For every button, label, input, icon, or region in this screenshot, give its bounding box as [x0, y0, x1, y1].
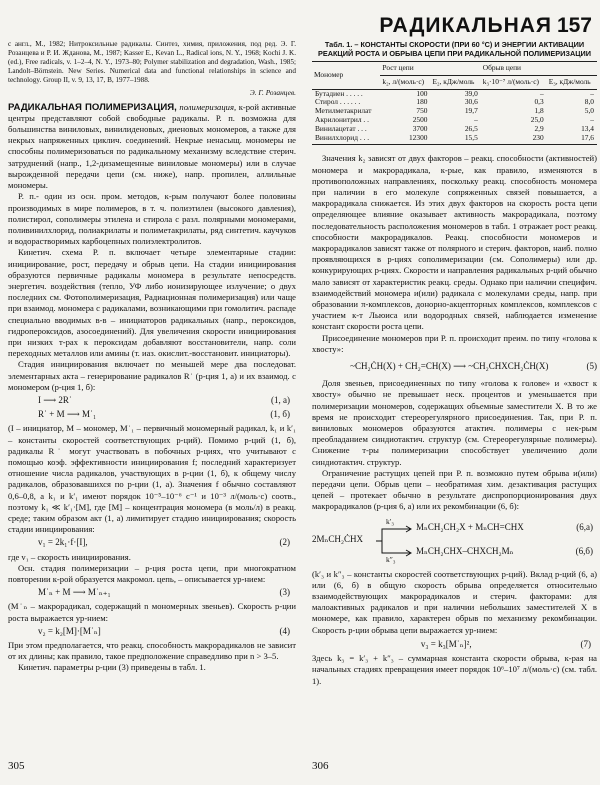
equation-1b	[8, 409, 296, 420]
references: с англ., М., 1982; Нитроксильные радикалы. Синтез, химия, приложения, под ред. Э. Г. Розанцева и Р. И. Жданова, М., 1987; Kasser E., Kevan L., Radical ions, N. Y., 1968; Kochi J. K. (ed.), Free radicals, v. 1–2–4, N. Y., 1973–80; Polymer stabilization and degradation, Wash., 1985; Landolt–Börnstein. New Series. Numerical data and functional relationships in science and technology. Group II, v. 9, 13, 17, B, 1977–1988.	[8, 40, 296, 85]
table-cell-k2: 750	[416, 106, 428, 116]
table-cell-e2: –	[474, 114, 478, 124]
scheme-top-product: MₙCH₂CH₂X + MₙCH=CHX	[416, 521, 524, 532]
entry-headword-rest: полимеризация,	[179, 101, 237, 112]
table-caption: Табл. 1. – КОНСТАНТЫ СКОРОСТИ (ПРИ 60 °С) И ЭНЕРГИИ АКТИВАЦИИ РЕАКЦИЙ РОСТА И ОБРЫВА ЦЕПИ ПРИ РАДИКАЛЬНОЙ ПОЛИМЕРИЗАЦИИ	[317, 40, 592, 58]
table-cell-k3: 1,8	[534, 106, 544, 116]
equation-1b-label: (1, б)	[270, 409, 290, 420]
paragraph-notation: (I – инициатор, M – мономер, M˙₁ – первичный мономерный радикал, k₁ и k′₁ – константы скоростей соответствующих р-ций). Помимо р-ций (1, б), радикалы R˙ могут участвовать в побочных р-циях, что учитывают с помощью коэф. эффективности инициирования f; последний характеризует отношение числа радикалов, участвующих в р-ции (1, б), к общему числу радикалов, образовавшихся по р-ции (1, a). Значения f обычно составляют 0,6–0,8, а k₁ и k′₁ имеют порядок 10⁻⁵–10⁻⁶ с⁻¹ и 10⁻³ л/(моль·с) соотв., поэтому k₁ ≪ k′₁·[M], где [M] – концентрация мономера (в моль/л) в реакц. среде; таким образом акт (1, а) лимитирует стадию инициирования; скорость стадии инициирования:	[8, 423, 296, 535]
table-cell-e2: 15,5	[430, 134, 480, 145]
equation-1a	[8, 395, 296, 406]
table-cell-k2: 2500	[412, 114, 428, 124]
table-cell-monomer: Бутадиен . . . . .	[315, 88, 363, 98]
table-header-e2: E₂, кДж/моль	[430, 75, 480, 89]
paragraph-intro: к-рой активные центры представляют собой свободные радикалы. Р. п. возможна для большинства виниловых, винилиденовых, диеновых мономеров, а также для некрых напряженных циклич. соединений. Некрые ненасыщ. мономеры не способны полимеризоваться по радикальному механизму вследствие стерич. затруднений (напр., 1,2-дизамещенные виниловые мономеры) или в случае вырожденной передачи цепи (см. ниже), напр. пропилен, аллильные мономеры.	[8, 101, 296, 191]
table-header-e3: E₃, кДж/моль	[547, 75, 597, 89]
table-cell-monomer: Метилметакрилат	[315, 106, 372, 116]
table-row	[312, 134, 597, 145]
equation-2	[8, 537, 296, 548]
table-cell-k3: 2,9	[534, 123, 544, 133]
table-header-k3: k₃·10⁻⁷ л/(моль·с)	[481, 75, 547, 89]
equation-2-label: (2)	[279, 537, 290, 548]
paragraph-v1-definition: где v₁ – скорость инициирования.	[8, 551, 131, 562]
left-column	[8, 40, 296, 674]
table-header-termination: Обрыв цепи	[481, 62, 597, 76]
paragraph-k2-factors: Значения k₂ зависят от двух факторов – реакц. способности (активностей) мономера и макрорадикала, к-рые, как правило, изменяются в противоположных направлениях, поскольку реакц. способность мономера при наличии в его молекуле сопряженных связей повышается, а макрорадикала снижается. Из этих двух факторов на скорость роста цепи определяющее влияние оказывает активность макрорадикала, поэтому последовательность расположения мономеров в табл. 1 отражает рост реакц. способности макрорадикалов. Реакц. способности мономеров и макрорадикалов зависят также от полярного и стерич. факторов, наиб. полно проявляющихся в р-циях сополимеризации (см. Сополимеры) или др. конкурирующих р-циях. Скорости и направления радикальных р-ций обычно мало зависят от характеристик реакц. среды. Однако при наличии специфич. взаимодействий мономера и(или) радикала с молекулами среды, напр. при образовании π-комплексов, донорно-акцепторных комплексов, комплексов с участием к-т Льюиса или водородных связей, наблюдается изменение констант скорости роста цепи.	[312, 153, 597, 332]
table-cell-k3: 230	[481, 134, 547, 145]
paragraph-table-ref: Кинетич. параметры р-ции (3) приведены в табл. 1.	[18, 662, 206, 673]
equation-7	[312, 639, 597, 650]
paragraph-termination: Ограничение растущих цепей при Р. п. возможно путем обрыва и(или) передачи цепи. Обрыв цепи – необратимая хим. дезактивация растущих цепей – протекает обычно в результате диспропорционирования двух макрорадикалов (р-ция 6, а) или их рекомбинации (6, б):	[312, 467, 597, 512]
table-header-growth: Рост цепи	[380, 62, 480, 76]
equation-3-formula: M˙ₙ + M ⟶ M˙ₙ₊₁	[38, 587, 111, 598]
table-cell-e3: 5,0	[584, 106, 594, 116]
equation-1b-formula: R˙ + M ⟶ M˙₁	[38, 409, 97, 420]
right-column	[312, 40, 597, 687]
paragraph-k3-sum: Здесь k₃ = k′₃ + k″₃ – суммарная константа скорости обрыва, к-рая на начальных стадиях превращения имеет порядок 10⁶–10⁷ л/(моль·с) (см. табл. 1).	[312, 653, 597, 686]
table-cell-e3: 13,4	[581, 123, 594, 133]
equation-5-label: (5)	[586, 361, 597, 372]
author-signature: Э. Г. Розанцев.	[249, 88, 296, 98]
equation-4	[8, 626, 296, 637]
scheme-top-constant: k′₃	[386, 516, 395, 526]
table-cell-e3: –	[590, 88, 594, 98]
table-cell-e2: 30,6	[464, 97, 478, 107]
entry-opening	[8, 102, 296, 192]
scheme-bottom-constant: k″₃	[386, 554, 396, 564]
paragraph-head-to-tail: Присоединение мономеров при Р. п. происходит преим. по типу «голова к хвосту»:	[312, 332, 597, 354]
table-cell-monomer: Стирол . . . . . .	[315, 97, 361, 107]
scheme-bottom-product: MₙCH₂CHX–CHXCH₂Mₙ	[416, 545, 514, 556]
paragraph-macroradical: (M˙ₙ – макрорадикал, содержащий n мономерных звеньев). Скорость р-ции роста выражается ур-нием:	[8, 601, 296, 623]
rate-constants-table	[312, 61, 597, 145]
running-head-title: РАДИКАЛЬНАЯ	[379, 14, 552, 37]
equation-1a-label: (1, a)	[271, 394, 290, 405]
table-cell-e3: 8,0	[584, 97, 594, 107]
equation-7-label: (7)	[580, 638, 591, 649]
table-cell-e2: 19,7	[464, 106, 478, 116]
table-header-k2: k₂, л/(моль·с)	[380, 75, 430, 89]
table-cell-k3: 0,3	[534, 97, 544, 107]
table-header-monomer: Мономер	[312, 62, 380, 90]
paragraph-industrial: Р. п.- один из осн. пром. методов, к-рым получают более половины производимых в мире полимеров, в т. ч. полиэтилен (высокого давления), полистирол, сополимеры этилена и стирола с разл. полярными мономерами, поливинилхлорид, полиакрилаты и полиметакрилаты, ряд синтетич. каучуков и водорастворимых карбоцепных полиэлектролитов.	[8, 191, 296, 247]
equation-3-label: (3)	[279, 587, 290, 598]
termination-scheme	[312, 516, 597, 564]
paragraph-assumption: При этом предполагается, что реакц. способность макрорадикалов не зависит от их длины; как правило, такое предположение справедливо при n > 3–5.	[8, 640, 296, 662]
equation-1a-formula: I ⟶ 2R˙	[38, 394, 72, 405]
footer-right-page: 306	[312, 760, 329, 772]
scheme-reactant: 2MₙCH₂ĊHX	[312, 533, 364, 544]
table-cell-e3: –	[590, 114, 594, 124]
equation-5	[312, 361, 597, 372]
equation-4-formula: v₂ = k₂[M]·[M˙ₙ]	[38, 625, 101, 636]
paragraph-termination-rate: (k′₃ и k″₃ – константы скоростей соответствующих р-ций). Вклад р-ций (6, а) или (6, б) в общую скорость обрыва определяется относительно взаимодействующих макрорадикалов и стерич. факторами: для малоактивных радикалов и при наличии небольших заместителей X в мономере, как правило, характерен обрыв по механизму рекомбинации. Скорость р-ции обрыва цепи выражается ур-нием:	[312, 568, 597, 635]
paragraph-stereo: Доля звеньев, присоединенных по типу «голова к голове» и «хвост к хвосту» обычно не превышает неск. процентов и уменьшается при полимеризации мономеров, содержащих объемные заместители X. В то же время не происходит стереорегулярного присоединения. Так, при Р. п. виниловых мономеров образуются атактич. полимеры с нек-рым преобладанием синдиотактич. структур (см. Стереорегулярные полимеры). Снижение т-ры полимеризации способствует увеличению доли синдиотактич. структур.	[312, 378, 597, 467]
paragraph-initiation: Стадия инициирования включает по меньшей мере два последоват. элементарных акта – генерирование радикалов R˙ (р-ция 1, а) и их взаимод. с мономером (р-ция 1, б):	[8, 359, 296, 392]
equation-7-formula: v₃ = k₃[M˙ₙ]²,	[420, 638, 472, 649]
table-cell-monomer: Винилхлорид . . .	[312, 134, 380, 145]
equation-3	[8, 587, 296, 598]
table-cell-k3: 25,0	[530, 114, 544, 124]
table-cell-monomer: Акрилонитрил . .	[315, 114, 369, 124]
table-cell-e2: 39,0	[464, 88, 478, 98]
table-cell-k3: –	[539, 88, 544, 98]
scheme-top-eq-label: (6,a)	[576, 521, 593, 532]
running-head	[0, 14, 600, 40]
table-cell-monomer: Винилацетат . . .	[315, 123, 367, 133]
equation-2-formula: v₁ = 2k₁·f·[I],	[38, 537, 88, 548]
running-head-page-number: 157	[556, 14, 592, 37]
scheme-bottom-eq-label: (6,б)	[575, 545, 593, 556]
paragraph-kinetic-scheme: Кинетич. схема Р. п. включает четыре элементарные стадии: инициирование, рост, передачу и обрыв цепи. На стадии инициирования образуются первичные радикалы мономера в результате непосредств. энергетич. воздействия (тепло, УФ либо ионизирующее излучение; о двух последних см. Фотополимеризация, Радиационная полимеризация) или чаще при взаимод. мономера с радикалами, возникающими при гомолитич. распаде специально вводимых в-в – инициаторов радикальных (напр., пероксидов, гидропероксидов, азосоединений). Для увеличения скорости инициирования при низких т-рах к пероксидам добавляют восстановители, напр. соли переходных металлов или амины (т. иаз. окислит.-восстановит. инициаторы).	[8, 247, 296, 359]
table-cell-k2: 100	[416, 88, 428, 98]
entry-headword: РАДИКАЛЬНАЯ ПОЛИМЕРИЗАЦИЯ,	[8, 101, 177, 113]
table-cell-k2: 12300	[380, 134, 430, 145]
table-cell-e3: 17,6	[547, 134, 597, 145]
paragraph-propagation: Осн. стадия полимеризации – р-ция роста цепи, при многократном повторении к-рой образуется макромол. цепь, – описывается ур-нием:	[8, 562, 296, 584]
equation-4-label: (4)	[279, 625, 290, 636]
table-cell-k2: 3700	[412, 123, 428, 133]
table-cell-k2: 180	[416, 97, 428, 107]
equation-5-formula: ~CH₂ĊH(X) + CH₂=CH(X) ⟶ ~CH₂CHXCH₂ĊH(X)	[350, 361, 549, 372]
table-cell-e2: 26,5	[464, 123, 478, 133]
footer-left-page: 305	[8, 760, 25, 772]
